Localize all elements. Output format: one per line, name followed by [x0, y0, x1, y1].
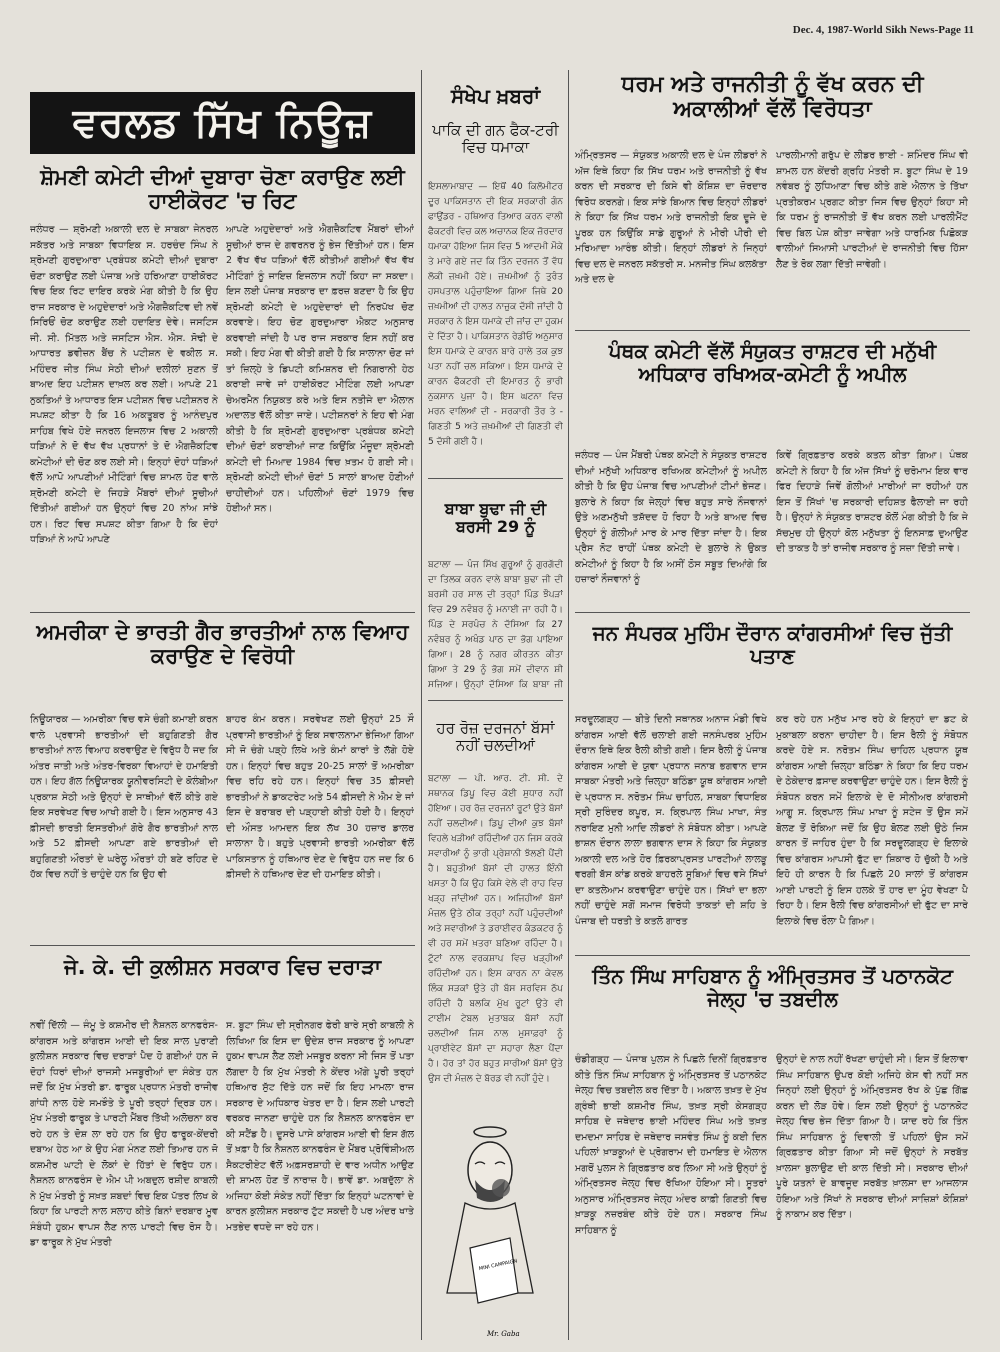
story-nri-col2: ਬਾਹਰ ਕੰਮ ਕਰਨ। ਸਰਵੇਖਣ ਲਈ ਉਨ੍ਹਾਂ 25 ਸੌ ਪ੍ਰਵਾਸੀ ਭਾਰਤੀਆਂ ਨੂੰ ਇਕ ਸਵਾਲਨਾਮਾ ਭੇਜਿਆ ਗਿਆ ਸੀ ਜੋ ਚੰਗੇ ਪੜ੍ਹੇ ਲਿਖੇ ਅਤੇ ਕੰਮਾਂ ਕਾਰਾਂ ਤੇ ਲੱਗੇ ਹੋਏ ਹਨ। ਇਨ੍ਹਾਂ ਵਿਚ ਬਹੁਤ 20-25 ਸਾਲਾਂ ਤੋਂ ਅਮਰੀਕਾ ਵਿਚ ਰਹਿ ਰਹੇ ਹਨ। ਇਨ੍ਹਾਂ ਵਿਚ 35 ਫ਼ੀਸਦੀ ਭਾਰਤੀਆਂ ਨੇ ਡਾਕਟਰੇਟ ਅਤੇ 54 ਫ਼ੀਸਦੀ ਨੇ ਐਮ ਏ ਜਾਂ ਇਸ ਦੇ ਬਰਾਬਰ ਦੀ ਪੜ੍ਹਾਈ ਕੀਤੀ ਹੋਈ ਹੈ। ਇਨ੍ਹਾਂ ਦੀ ਔਸਤ ਆਮਦਨ ਇਕ ਲੱਖ 30 ਹਜ਼ਾਰ ਡਾਲਰ ਸਾਲਾਨਾ ਹੈ। ਬਹੁਤੇ ਪ੍ਰਵਾਸੀ ਭਾਰਤੀ ਅਮਰੀਕਾ ਵੱਲੋਂ ਪਾਕਿਸਤਾਨ ਨੂੰ ਹਥਿਆਰ ਦੇਣ ਦੇ ਵਿਰੁੱਧ ਹਨ ਜਦ ਕਿ 6 ਫ਼ੀਸਦੀ ਨੇ ਹਥਿਆਰ ਦੇਣ ਦੀ ਹਮਾਇਤ ਕੀਤੀ।: [226, 714, 414, 880]
story-nri-col1: ਨਿਊਯਾਰਕ — ਅਮਰੀਕਾ ਵਿਚ ਵਸੇ ਚੰਗੀ ਕਮਾਈ ਕਰਨ ਵਾਲੇ ਪ੍ਰਵਾਸੀ ਭਾਰਤੀਆਂ ਦੀ ਬਹੁਗਿਣਤੀ ਗੈਰ ਭਾਰਤੀਆਂ ਨਾਲ ਵਿਆਹ ਕਰਵਾਉਣ ਦੇ ਵਿਰੁੱਧ ਹੈ ਜਦ ਕਿ ਅੰਤਰ ਜਾਤੀ ਅਤੇ ਅੰਤਰ-ਵਿਰਕਾ ਵਿਆਹਾਂ ਦੇ ਹਮਾਇਤੀ ਹਨ। ਇਹ ਗੱਲ ਨਿਊਯਾਰਕ ਯੂਨੀਵਰਸਿਟੀ ਦੇ ਕੋਲੰਬੀਆ ਪ੍ਰਕਾਸ਼ ਸੇਠੀ ਅਤੇ ਉਨ੍ਹਾਂ ਦੇ ਸਾਥੀਆਂ ਵੱਲੋਂ ਕੀਤੇ ਗਏ ਇਕ ਸਰਵੇਖਣ ਵਿਚ ਆਖੀ ਗਈ ਹੈ। ਇਸ ਅਨੁਸਾਰ 43 ਫ਼ੀਸਦੀ ਭਾਰਤੀ ਇਸਤਰੀਆਂ ਗੋਰੇ ਗੈਰ ਭਾਰਤੀਆਂ ਨਾਲ ਅਤੇ 52 ਫ਼ੀਸਦੀ ਆਪਣਾ ਗਏ ਭਾਰਤੀਆਂ ਦੀ ਬਹੁਗਿਣਤੀ ਔਰਤਾਂ ਦੇ ਘਰੇਲੂ ਔਰਤਾਂ ਹੀ ਬਣੇ ਰਹਿਣ ਦੇ ਹੱਕ ਵਿਚ ਨਹੀਂ ਤੇ ਚਾਹੁੰਦੇ ਹਨ ਕਿ ਉਹ ਵੀ: [30, 714, 218, 880]
story-divider: [575, 612, 970, 613]
cartoon-signature: Mr. Gaba: [487, 1330, 520, 1338]
cartoon-paper-text: MINI CAMPAIGN: [478, 1258, 518, 1273]
story-divider: [428, 478, 563, 479]
headline-jansampark: ਜਨ ਸੰਪਰਕ ਮੁਹਿੰਮ ਦੌਰਾਨ ਕਾਂਗਰਸੀਆਂ ਵਿਚ ਜੁੱਤੀ ਪਤਾਣ: [592, 621, 953, 668]
story-divider: [575, 955, 970, 956]
story-panthak-col2: ਕਿਵੇਂ ਗ੍ਰਿਫ਼ਤਾਰ ਕਰਕੇ ਕਤਲ ਕੀਤਾ ਗਿਆ। ਪੰਥਕ ਕਮੇਟੀ ਨੇ ਕਿਹਾ ਹੈ ਕਿ ਅੱਜ ਸਿੱਖਾਂ ਨੂੰ ਚਰੋਮਾਮ ਇਕ ਵਾਰ ਫਿਰ ਦਿਹਾੜੇ ਜਿਵੇਂ ਗੋਲੀਆਂ ਮਾਰੀਆਂ ਜਾ ਰਹੀਆਂ ਹਨ ਇਸ ਤੋਂ ਸਿੱਖਾਂ 'ਚ ਸਰਕਾਰੀ ਦਹਿਸ਼ਤ ਫੈਲਾਈ ਜਾ ਰਹੀ ਹੈ। ਉਨ੍ਹਾਂ ਨੇ ਸੰਯੁਕਤ ਰਾਸ਼ਟਰ ਕੋਲੋਂ ਮੰਗ ਕੀਤੀ ਹੈ ਕਿ ਜੇ ਸੱਚਮੁਚ ਹੀ ਉਨ੍ਹਾਂ ਕੋਲ ਮਨੁੱਖਤਾ ਨੂੰ ਇਨਸਾਫ਼ ਦੁਆਉਣ ਦੀ ਤਾਕਤ ਹੈ ਤਾਂ ਰਾਜੀਵ ਸਰਕਾਰ ਨੂੰ ਸਜ਼ਾ ਦਿੱਤੀ ਜਾਵੇ।: [776, 450, 968, 554]
story-dharam-col1: ਅੰਮ੍ਰਿਤਸਰ — ਸੰਯੁਕਤ ਅਕਾਲੀ ਦਲ ਦੇ ਪੰਜ ਲੀਡਰਾਂ ਨੇ ਅੱਜ ਇਥੇ ਕਿਹਾ ਕਿ ਸਿੱਖ ਧਰਮ ਅਤੇ ਰਾਜਨੀਤੀ ਨੂੰ ਵੱਖ ਕਰਨ ਦੀ ਸਰਕਾਰ ਦੀ ਕਿਸੇ ਵੀ ਕੋਸ਼ਿਸ਼ ਦਾ ਜ਼ੋਰਦਾਰ ਵਿਰੋਧ ਕਰਨਗੇ। ਇਕ ਸਾਂਝੇ ਬਿਆਨ ਵਿਚ ਇਨ੍ਹਾਂ ਲੀਡਰਾਂ ਨੇ ਕਿਹਾ ਕਿ ਸਿੱਖ ਧਰਮ ਅਤੇ ਰਾਜਨੀਤੀ ਇਕ ਦੂਜੇ ਦੇ ਪੂਰਕ ਹਨ ਕਿਉਂਕਿ ਸਾਡੇ ਗੁਰੂਆਂ ਨੇ ਮੀਰੀ ਪੀਰੀ ਦੀ ਮਰਿਆਦਾ ਆਰੰਭ ਕੀਤੀ। ਇਨ੍ਹਾਂ ਲੀਡਰਾਂ ਨੇ ਜਿਨ੍ਹਾਂ ਵਿਚ ਦਲ ਦੇ ਜਨਰਲ ਸਕੱਤਰੀ ਸ. ਮਨਜੀਤ ਸਿੰਘ ਕਲਕੱਤਾ ਅਤੇ ਦਲ ਦੇ: [575, 150, 767, 285]
story-sgpc-col1: ਜਲੰਧਰ — ਸ਼੍ਰੋਮਣੀ ਅਕਾਲੀ ਦਲ ਦੇ ਸਾਬਕਾ ਜੇਨਰਲ ਸਕੱਤਰ ਅਤੇ ਸਾਬਕਾ ਵਿਧਾਇਕ ਸ. ਹਰਚੰਦ ਸਿੰਘ ਨੇ ਸ਼੍ਰੋਮਣੀ ਗੁਰਦੁਆਰਾ ਪ੍ਰਬੰਧਕ ਕਮੇਟੀ ਦੀਆਂ ਦੁਬਾਰਾ ਚੋਣਾ ਕਰਾਉਣ ਲਈ ਪੰਜਾਬ ਅਤੇ ਹਰਿਆਣਾ ਹਾਈਕੋਰਟ ਵਿਚ ਇਕ ਰਿਟ ਦਾਇਰ ਕਰਕੇ ਮੰਗ ਕੀਤੀ ਹੈ ਕਿ ਉਹ ਰਾਜ ਸਰਕਾਰ ਦੇ ਅਹੁਦੇਦਾਰਾਂ ਅਤੇ ਐਗਜ਼ੈਕਟਿਵ ਦੀ ਨਵੇਂ ਸਿਰਿਓਂ ਚੋਣ ਕਰਾਉਣ ਲਈ ਹਦਾਇਤ ਦੇਵੇ। ਜਸਟਿਸ ਜੀ. ਸੀ. ਮਿੱਤਲ ਅਤੇ ਜਸਟਿਸ ਐਸ. ਐਸ. ਸੋਢੀ ਦੇ ਆਧਾਰਤ ਡਵੀਜ਼ਨ ਬੈਂਚ ਨੇ ਪਟੀਸ਼ਨ ਦੇ ਵਕੀਲ ਸ. ਮਹਿੰਦਰ ਜੀਤ ਸਿੰਘ ਸੇਠੀ ਦੀਆਂ ਦਲੀਲਾਂ ਸੁਣਨ ਤੋਂ ਬਾਅਦ ਇਹ ਪਟੀਸ਼ਨ ਦਾਖ਼ਲ ਕਰ ਲਈ। ਆਪਣੇ 21 ਨੁਕਤਿਆਂ ਤੇ ਆਧਾਰਤ ਇਸ ਪਟੀਸ਼ਨ ਵਿਚ ਪਟੀਸ਼ਨਰ ਨੇ ਸਪਸ਼ਟ ਕੀਤਾ ਹੈ ਕਿ 16 ਅਕਤੂਬਰ ਨੂੰ ਆਨੰਦਪੁਰ ਸਾਹਿਬ ਵਿਖੇ ਹੋਏ ਜਨਰਲ ਇਜਲਾਸ ਵਿਚ 2 ਅਕਾਲੀ ਧੜਿਆਂ ਨੇ ਦੋ ਵੱਖ ਵੱਖ ਪ੍ਰਧਾਨਾਂ ਤੇ ਦੋ ਐਗਜ਼ੈਕਟਿਵ ਕਮੇਟੀਆਂ ਦੀ ਚੋਣ ਕਰ ਲਈ ਸੀ। ਇਨ੍ਹਾਂ ਦੋਹਾਂ ਧੜਿਆਂ ਵੱਲੋਂ ਆਪੋ ਆਪਣੀਆਂ ਮੀਟਿੰਗਾਂ ਵਿਚ ਸ਼ਾਮਲ ਹੋਣ ਵਾਲੇ ਸ਼੍ਰੋਮਣੀ ਕਮੇਟੀ ਦੇ ਜਿਹੜੇ ਮੈਂਬਰਾਂ ਦੀਆਂ ਸੂਚੀਆਂ ਦਿੱਤੀਆਂ ਗਈਆਂ ਹਨ ਉਨ੍ਹਾਂ ਵਿਚ 20 ਨਾਂਅ ਸਾਂਝੇ ਹਨ। ਰਿਟ ਵਿਚ ਸਪਸ਼ਟ ਕੀਤਾ ਗਿਆ ਹੈ ਕਿ ਦੋਹਾਂ ਧੜਿਆਂ ਨੇ ਆਪੋ ਆਪਣੇ: [30, 224, 218, 545]
story-sgpc-col2: ਆਪਣੇ ਅਹੁਦੇਦਾਰਾਂ ਅਤੇ ਐਗਜ਼ੈਕਟਿਵ ਮੈਂਬਰਾਂ ਦੀਆਂ ਸੂਚੀਆਂ ਰਾਜ ਦੇ ਗਵਰਨਰ ਨੂੰ ਭੇਜ ਦਿੱਤੀਆਂ ਹਨ। ਇਸ 2 ਵੱਖ ਵੱਖ ਧੜਿਆਂ ਵੱਲੋਂ ਕੀਤੀਆਂ ਗਈਆਂ ਵੱਖ ਵੱਖ ਮੀਟਿੰਗਾਂ ਨੂੰ ਜਾਇਜ਼ ਇਜਲਾਸ ਨਹੀਂ ਕਿਹਾ ਜਾ ਸਕਦਾ। ਇਸ ਲਈ ਪੰਜਾਬ ਸਰਕਾਰ ਦਾ ਫ਼ਰਜ਼ ਬਣਦਾ ਹੈ ਕਿ ਉਹ ਸ਼੍ਰੋਮਣੀ ਕਮੇਟੀ ਦੇ ਅਹੁਦੇਦਾਰਾਂ ਦੀ ਨਿਰਪੱਖ ਚੋਣ ਕਰਵਾਏ। ਇਹ ਚੋਣ ਗੁਰਦੁਆਰਾ ਐਕਟ ਅਨੁਸਾਰ ਕਰਵਾਈ ਜਾਂਦੀ ਹੈ ਪਰ ਰਾਜ ਸਰਕਾਰ ਇਸ ਨਹੀਂ ਕਰ ਸਕੀ। ਇਹ ਮੰਗ ਵੀ ਕੀਤੀ ਗਈ ਹੈ ਕਿ ਸਾਲਾਨਾ ਚੋਣ ਜਾਂ ਤਾਂ ਜ਼ਿਲ੍ਹੇ ਤੇ ਡਿਪਟੀ ਕਮਿਸ਼ਨਰ ਦੀ ਨਿਗਰਾਨੀ ਹੇਠ ਕਰਾਈ ਜਾਵੇ ਜਾਂ ਹਾਈਕੋਰਟ ਮੀਟਿੰਗ ਲਈ ਆਪਣਾ ਚੇਅਰਮੈਨ ਨਿਯੁਕਤ ਕਰੇ ਅਤੇ ਇਸ ਨਤੀਜੇ ਦਾ ਐਲਾਨ ਅਦਾਲਤ ਵੱਲੋਂ ਕੀਤਾ ਜਾਏ। ਪਟੀਸ਼ਨਰਾਂ ਨੇ ਇਹ ਵੀ ਮੰਗ ਕੀਤੀ ਹੈ ਕਿ ਸ਼੍ਰੋਮਣੀ ਗੁਰਦੁਆਰਾ ਪ੍ਰਬੰਧਕ ਕਮੇਟੀ ਦੀਆਂ ਚੋਣਾਂ ਕਰਾਈਆਂ ਜਾਣ ਕਿਉਂਕਿ ਮੌਜੂਦਾ ਸ਼੍ਰੋਮਣੀ ਕਮੇਟੀ ਦੀ ਮਿਆਦ 1984 ਵਿਚ ਖ਼ਤਮ ਹੋ ਗਈ ਸੀ। ਸ਼੍ਰੋਮਣੀ ਕਮੇਟੀ ਦੀਆਂ ਚੋਣਾਂ 5 ਸਾਲਾਂ ਬਾਅਦ ਹੋਣੀਆਂ ਚਾਹੀਦੀਆਂ ਹਨ। ਪਹਿਲੀਆਂ ਚੋਣਾਂ 1979 ਵਿਚ ਹੋਈਆਂ ਸਨ।: [226, 224, 414, 514]
headline-briefs: ਸੰਖੇਪ ਖ਼ਬਰਾਂ: [450, 84, 541, 108]
headline-nri: ਅਮਰੀਕਾ ਦੇ ਭਾਰਤੀ ਗੈਰ ਭਾਰਤੀਆਂ ਨਾਲ ਵਿਆਹ ਕਰਾਉਣ ਦੇ ਵਿਰੋਧੀ: [36, 620, 409, 669]
story-singh-col2: ਉਨ੍ਹਾਂ ਦੇ ਨਾਲ ਨਹੀਂ ਰੱਖਣਾ ਚਾਹੁੰਦੀ ਸੀ। ਇਸ ਤੋਂ ਇਲਾਵਾ ਸਿੰਘ ਸਾਹਿਬਾਨ ਉਪਰ ਕੋਈ ਅਜਿਹੇ ਕੇਸ ਵੀ ਨਹੀਂ ਸਨ ਜਿਨ੍ਹਾਂ ਲਈ ਉਨ੍ਹਾਂ ਨੂੰ ਅੰਮ੍ਰਿਤਸਰ ਰੱਖ ਕੇ ਪੁੱਛ ਗਿੱਛ ਕਰਨ ਦੀ ਲੋੜ ਹੋਵੇ। ਇਸ ਲਈ ਉਨ੍ਹਾਂ ਨੂੰ ਪਠਾਨਕੋਟ ਜੇਲ੍ਹ ਵਿਚ ਭੇਜ ਦਿੱਤਾ ਗਿਆ ਹੈ। ਯਾਦ ਰਹੇ ਕਿ ਤਿੰਨ ਸਿੰਘ ਸਾਹਿਬਾਨ ਨੂੰ ਦਿਵਾਲੀ ਤੋਂ ਪਹਿਲਾਂ ਉਸ ਸਮੇਂ ਗ੍ਰਿਫ਼ਤਾਰ ਕੀਤਾ ਗਿਆ ਸੀ ਜਦੋਂ ਉਨ੍ਹਾਂ ਨੇ ਸਰਬੱਤ ਖ਼ਾਲਸਾ ਬੁਲਾਉਣ ਦੀ ਕਾਲ ਦਿੱਤੀ ਸੀ। ਸਰਕਾਰ ਦੀਆਂ ਪੂਰੇ ਯਤਨਾਂ ਦੇ ਬਾਵਜੂਦ ਸਰਬੱਤ ਖ਼ਾਲਸਾ ਦਾ ਆਜਲਾਸ ਹੋਇਆ ਅਤੇ ਸਿੱਖਾਂ ਨੇ ਸਰਕਾਰ ਦੀਆਂ ਸਾਜ਼ਿਸ਼ਾਂ ਕੋਸ਼ਿਸ਼ਾਂ ਨੂੰ ਨਾਕਾਮ ਕਰ ਦਿੱਤਾ।: [776, 1054, 968, 1220]
headline-dharam: ਧਰਮ ਅਤੇ ਰਾਜਨੀਤੀ ਨੂੰ ਵੱਖ ਕਰਨ ਦੀ ਅਕਾਲੀਆਂ ਵੱਲੋਂ ਵਿਰੋਧਤਾ: [621, 72, 924, 123]
story-baba: ਬਟਾਲਾ — ਪੰਜ ਸਿੱਖ ਗੁਰੂਆਂ ਨੂੰ ਗੁਰਗੱਦੀ ਦਾ ਤਿਲਕ ਕਰਨ ਵਾਲੇ ਬਾਬਾ ਬੁਢਾ ਜੀ ਦੀ ਬਰਸੀ ਹਰ ਸਾਲ ਦੀ ਤਰ੍ਹਾਂ ਪਿੰਡ ਝੌਪੜਾਂ ਵਿਚ 29 ਨਵੰਬਰ ਨੂੰ ਮਨਾਈ ਜਾ ਰਹੀ ਹੈ। ਪਿੰਡ ਦੇ ਸਰਪੰਚ ਨੇ ਦੱਸਿਆ ਕਿ 27 ਨਵੰਬਰ ਨੂੰ ਅਖੰਡ ਪਾਠ ਦਾ ਭੋਗ ਪਾਇਆ ਗਿਆ। 28 ਨੂੰ ਨਗਰ ਕੀਰਤਨ ਕੀਤਾ ਗਿਆ ਤੇ 29 ਨੂੰ ਭੋਗ ਸਮੇਂ ਦੀਵਾਨ ਸ਼ੀ ਸਜਿਆ। ਉਨ੍ਹਾਂ ਦੱਸਿਆ ਕਿ ਬਾਬਾ ਜੀ: [428, 560, 563, 690]
subheadline-briefs: ਪਾਕਿ ਦੀ ਗਨ ਫੈਕ-ਟਰੀ ਵਿਚ ਧਮਾਕਾ: [432, 121, 559, 157]
headline-buses: ਹਰ ਰੋਜ਼ ਦਰਜਨਾਂ ਬੱਸਾਂ ਨਹੀਂ ਚਲਦੀਆਂ: [436, 719, 555, 755]
story-jk-col1: ਨਵੀਂ ਦਿੱਲੀ — ਜੰਮੂ ਤੇ ਕਸ਼ਮੀਰ ਦੀ ਨੈਸ਼ਨਲ ਕਾਨਫਰੰਸ-ਕਾਂਗਰਸ ਅਤੇ ਕਾਂਗਰਸ ਆਈ ਦੀ ਇਕ ਸਾਲ ਪੁਰਾਣੀ ਕੁਲੀਸ਼ਨ ਸਰਕਾਰ ਵਿਚ ਦਰਾੜਾਂ ਪੈਦ ਹੋ ਗਈਆਂ ਹਨ ਜੋ ਦੋਹਾਂ ਧਿਰਾਂ ਦੀਆਂ ਰਾਜਸੀ ਮਜਬੂਰੀਆਂ ਦਾ ਸੰਕੇਤ ਹਨ ਜਦੋਂ ਕਿ ਮੁੱਖ ਮੰਤਰੀ ਡਾ. ਫਾਰੂਕ ਪ੍ਰਧਾਨ ਮੰਤਰੀ ਰਾਜੀਵ ਗਾਂਧੀ ਨਾਲ ਹੋਏ ਸਮਝੌਤੇ ਤੇ ਪੂਰੀ ਤਰ੍ਹਾਂ ਦ੍ਰਿੜ ਹਨ। ਮੁੱਖ ਮੰਤਰੀ ਫਾਰੂਕ ਤੇ ਪਾਰਟੀ ਮੈਂਬਰ ਤਿੱਖੀ ਅਲੋਚਨਾ ਕਰ ਰਹੇ ਹਨ ਤੇ ਦੋਸ਼ ਲਾ ਰਹੇ ਹਨ ਕਿ ਉਹ ਫਾਰੂਕ-ਕੇਂਦਰੀ ਦਬਾਅ ਹੇਠ ਆ ਕੇ ਉਹ ਮੰਗ ਮੰਨਣ ਲਈ ਤਿਆਰ ਹਨ ਜੋ ਕਸ਼ਮੀਰ ਘਾਟੀ ਦੇ ਲੋਕਾਂ ਦੇ ਹਿੱਤਾਂ ਦੇ ਵਿਰੁੱਧ ਹਨ। ਨੈਸ਼ਨਲ ਕਾਨਫਰੰਸ ਦੇ ਐਮ ਪੀ ਅਬਦੁਲ ਰਸ਼ੀਦ ਕਾਬਲੀ ਨੇ ਮੁੱਖ ਮੰਤਰੀ ਨੂੰ ਸਖ਼ਤ ਸ਼ਬਦਾਂ ਵਿਚ ਇਕ ਪੱਤਰ ਲਿਖ ਕੇ ਕਿਹਾ ਕਿ ਪਾਰਟੀ ਨਾਲ ਸਲਾਹ ਕੀਤੇ ਬਿਨਾਂ ਦਰਬਾਰ ਮੂਵ ਸੰਬੰਧੀ ਹੁਕਮ ਵਾਪਸ ਲੈਣ ਨਾਲ ਪਾਰਟੀ ਵਿਚ ਰੋਸ ਹੈ। ਡਾ ਫਾਰੂਕ ਨੇ ਮੁੱਖ ਮੰਤਰੀ: [30, 1020, 218, 1248]
masthead: ਵਰਲਡ ਸਿੱਖ ਨਿਊਜ਼: [30, 92, 415, 154]
headline-singh: ਤਿੰਨ ਸਿੰਘ ਸਾਹਿਬਾਨ ਨੂੰ ਅੰਮ੍ਰਿਤਸਰ ਤੋਂ ਪਠਾਨਕੋਟ ਜੇਲ੍ਹ 'ਚ ਤਬਦੀਲ: [592, 964, 953, 1011]
page-folio: Dec. 4, 1987-World Sikh News-Page 11: [792, 24, 974, 36]
headline-sgpc: ਸ਼ੋਮਣੀ ਕਮੇਟੀ ਦੀਆਂ ਦੁਬਾਰਾ ਚੋਣਾ ਕਰਾਉਣ ਲਈ ਹਾਈਕੋਰਟ 'ਚ ਰਿਟ: [40, 165, 405, 214]
story-divider: [428, 700, 563, 701]
headline-baba: ਬਾਬਾ ਬੁਢਾ ਜੀ ਦੀ ਬਰਸੀ 29 ਨੂੰ: [444, 499, 547, 537]
story-jansampark-col1: ਸਰਦੂਲਗੜ੍ਹ — ਬੀਤੇ ਦਿਨੀ ਸਥਾਨਕ ਅਨਾਜ ਮੰਡੀ ਵਿਖੇ ਕਾਂਗਰਸ ਆਈ ਵੱਲੋਂ ਚਲਾਈ ਗਈ ਜਨਸੰਪਰਕ ਮੁਹਿੰਮ ਦੌਰਾਨ ਇਥੇ ਇਕ ਰੈਲੀ ਕੀਤੀ ਗਈ। ਇਸ ਰੈਲੀ ਨੂੰ ਪੰਜਾਬ ਕਾਂਗਰਸ ਆਈ ਦੇ ਯੁਵਾ ਪ੍ਰਧਾਨ ਜਨਾਬ ਭਗਵਾਨ ਦਾਸ ਸਾਬਕਾ ਮੰਤਰੀ ਅਤੇ ਜ਼ਿਲ੍ਹਾ ਬਠਿੰਡਾ ਯੂਥ ਕਾਂਗਰਸ ਆਈ ਦੇ ਪ੍ਰਧਾਨ ਸ. ਨਰੋਤਮ ਸਿੰਘ ਚਾਹਿਲ, ਸਾਬਕਾ ਵਿਧਾਇਕ ਸ੍ਰੀ ਸੁਰਿੰਦਰ ਕਪੂਰ, ਸ. ਕ੍ਰਿਪਾਲ ਸਿੰਘ ਮਾਖਾ, ਸੰਤ ਨਰਾਇਣ ਮੁਨੀ ਆਦਿ ਲੀਡਰਾਂ ਨੇ ਸੰਬੋਧਨ ਕੀਤਾ। ਆਪਣੇ ਭਾਸ਼ਨ ਦੌਰਾਨ ਲਾਲਾ ਭਗਵਾਨ ਦਾਸ ਨੇ ਕਿਹਾ ਕਿ ਸੰਯੁਕਤ ਅਕਾਲੀ ਦਲ ਅਤੇ ਹੋਰ ਫ਼ਿਰਕਾਪ੍ਰਸਤ ਪਾਰਟੀਆਂ ਲਾਲੜੂ ਵਰਗੀ ਬੱਸ ਕਾਂਡ ਕਰਕੇ ਬਾਹਰਲੇ ਸੂਬਿਆਂ ਵਿਚ ਵਸੇ ਸਿੱਖਾਂ ਦਾ ਕਤਲੇਆਮ ਕਰਵਾਉਣਾ ਚਾਹੁੰਦੇ ਹਨ। ਸਿੱਖਾਂ ਦਾ ਭਲਾ ਨਹੀਂ ਚਾਹੁੰਦੇ ਸਗੋਂ ਸਮਾਜ ਵਿਰੋਧੀ ਤਾਕਤਾਂ ਦੀ ਸ਼ਹਿ ਤੇ ਪੰਜਾਬ ਦੀ ਧਰਤੀ ਤੇ ਕਤਲੋ ਗਾਰਤ: [575, 714, 767, 927]
headline-panthak: ਪੰਥਕ ਕਮੇਟੀ ਵੱਲੋਂ ਸੰਯੁਕਤ ਰਾਸ਼ਟਰ ਦੀ ਮਨੁੱਖੀ ਅਧਿਕਾਰ ਰਖਿਅਕ-ਕਮੇਟੀ ਨੂੰ ਅਪੀਲ: [608, 339, 937, 386]
story-buses: ਬਟਾਲਾ — ਪੀ. ਆਰ. ਟੀ. ਸੀ. ਦੇ ਸਥਾਨਕ ਡਿਪੂ ਵਿਚ ਕੋਈ ਸੁਧਾਰ ਨਹੀਂ ਹੋਇਆ। ਹਰ ਰੋਜ਼ ਦਰਜਨਾਂ ਰੂਟਾਂ ਉਤੇ ਬੱਸਾਂ ਨਹੀਂ ਚਲਦੀਆਂ। ਡਿਪੂ ਦੀਆਂ ਕੁਝ ਬੱਸਾਂ ਵਿਹਲੇ ਖੜੀਆਂ ਰਹਿੰਦੀਆਂ ਹਨ ਜਿਸ ਕਰਕੇ ਸਵਾਰੀਆਂ ਨੂੰ ਭਾਰੀ ਪ੍ਰੇਸ਼ਾਨੀ ਝੱਲਣੀ ਪੈਂਦੀ ਹੈ। ਬਹੁਤੀਆਂ ਬੱਸਾਂ ਦੀ ਹਾਲਤ ਇੰਨੀ ਖਸਤਾ ਹੈ ਕਿ ਉਹ ਕਿਸੇ ਵੇਲੇ ਵੀ ਰਾਹ ਵਿਚ ਖੜ੍ਹ ਜਾਂਦੀਆਂ ਹਨ। ਅਜਿਹੀਆਂ ਬੱਸਾਂ ਮੰਜ਼ਲ ਉਤੇ ਠੀਕ ਤਰ੍ਹਾਂ ਨਹੀਂ ਪਹੁੰਚਦੀਆਂ ਅਤੇ ਸਵਾਰੀਆਂ ਤੇ ਡਰਾਈਵਰ ਕੰਡਕਟਰ ਨੂੰ ਵੀ ਹਰ ਸਮੇਂ ਖ਼ਤਰਾ ਬਣਿਆ ਰਹਿੰਦਾ ਹੈ। ਟੁੱਟਾਂ ਨਾਲ ਵਰਕਸ਼ਾਪ ਵਿਚ ਖੜ੍ਹੀਆਂ ਰਹਿੰਦੀਆਂ ਹਨ। ਇਸ ਕਾਰਨ ਨਾ ਕੇਵਲ ਲਿੰਕ ਸੜਕਾਂ ਉਤੇ ਹੀ ਬੱਸ ਸਰਵਿਸ ਠੱਪ ਰਹਿੰਦੀ ਹੈ ਬਲਕਿ ਮੁੱਖ ਰੂਟਾਂ ਉਤੇ ਵੀ ਟਾਈਮ ਟੇਬਲ ਮੁਤਾਬਕ ਬੱਸਾਂ ਨਹੀਂ ਚਲਦੀਆਂ ਜਿਸ ਨਾਲ ਮੁਸਾਫ਼ਰਾਂ ਨੂੰ ਪ੍ਰਾਈਵੇਟ ਬੱਸਾਂ ਦਾ ਸਹਾਰਾ ਲੈਣਾ ਪੈਂਦਾ ਹੈ। ਹੋਰ ਤਾਂ ਹੋਰ ਬਹੁਤ ਸਾਰੀਆਂ ਬੱਸਾਂ ਉਤੇ ਉਸ ਦੀ ਮੰਜ਼ਲ ਦੇ ਬੋਰਡ ਵੀ ਨਹੀਂ ਹੁੰਦੇ।: [428, 774, 563, 1084]
story-jansampark-col2: ਕਰ ਰਹੇ ਹਨ ਮਨੁੱਖ ਮਾਰ ਰਹੇ ਕੇ ਇਨ੍ਹਾਂ ਦਾ ਡਟ ਕੇ ਮੁਕਾਬਲਾ ਕਰਨਾ ਚਾਹੀਦਾ ਹੈ। ਇਸ ਰੈਲੀ ਨੂੰ ਸੰਬੋਧਨ ਕਰਦੇ ਹੋਏ ਸ. ਨਰੋਤਮ ਸਿੰਘ ਚਾਹਿਲ ਪ੍ਰਧਾਨ ਯੂਥ ਕਾਂਗਰਸ ਆਈ ਜ਼ਿਲ੍ਹਾ ਬਠਿੰਡਾ ਨੇ ਕਿਹਾ ਕਿ ਇਹ ਧਰਮ ਦੇ ਠੇਕੇਦਾਰ ਫ਼ਸਾਦ ਕਰਵਾਉਣਾ ਚਾਹੁੰਦੇ ਹਨ। ਇਸ ਰੈਲੀ ਨੂੰ ਸੰਬੋਧਨ ਕਰਨ ਸਮੇਂ ਇਲਾਕੇ ਦੇ ਦੋ ਸੀਨੀਅਰ ਕਾਂਗਰਸੀ ਆਗੂ ਸ. ਕ੍ਰਿਪਾਲ ਸਿੰਘ ਮਾਖਾ ਨੂੰ ਸਟੇਜ ਤੋਂ ਉਸ ਸਮੇਂ ਬੋਲਣ ਤੋਂ ਰੋਕਿਆ ਜਦੋਂ ਕਿ ਉਹ ਬੋਲਣ ਲਈ ਉਠੇ ਜਿਸ ਕਾਰਨ ਤੋਂ ਜਾਹਿਰ ਹੁੰਦਾ ਹੈ ਕਿ ਸਰਦੂਲਗੜ੍ਹ ਦੇ ਇਲਾਕੇ ਵਿਚ ਕਾਂਗਰਸ ਆਪਸੀ ਫੁੱਟ ਦਾ ਸ਼ਿਕਾਰ ਹੋ ਚੁੱਕੀ ਹੈ ਅਤੇ ਇਹੋ ਹੀ ਕਾਰਨ ਹੈ ਕਿ ਪਿਛਲੇ 20 ਸਾਲਾਂ ਤੋਂ ਕਾਂਗਰਸ ਆਈ ਪਾਰਟੀ ਨੂੰ ਇਸ ਹਲਕੇ ਤੋਂ ਹਾਰ ਦਾ ਮੂੰਹ ਵੇਖਣਾ ਪੈ ਰਿਹਾ ਹੈ। ਇਸ ਰੈਲੀ ਵਿਚ ਕਾਂਗਰਸੀਆਂ ਦੀ ਫੁੱਟ ਦਾ ਸਾਰੇ ਇਲਾਕੇ ਵਿਚ ਰੌਲਾ ਪੈ ਗਿਆ।: [776, 714, 968, 927]
story-dharam-col2: ਪਾਰਲੀਮਾਨੀ ਗਰੁੱਪ ਦੇ ਲੀਡਰ ਭਾਈ - ਸ਼ਮਿੰਦਰ ਸਿੰਘ ਵੀ ਸ਼ਾਮਲ ਹਨ ਕੇਂਦਰੀ ਗ੍ਰਹਿ ਮੰਤਰੀ ਸ. ਬੂਟਾ ਸਿੰਘ ਦੇ 19 ਨਵੰਬਰ ਨੂੰ ਲੁਧਿਆਣਾ ਵਿਚ ਕੀਤੇ ਗਏ ਐਲਾਨ ਤੇ ਤਿੱਖਾ ਪ੍ਰਤੀਕਰਮ ਪ੍ਰਗਟ ਕੀਤਾ ਜਿਸ ਵਿਚ ਉਨ੍ਹਾਂ ਕਿਹਾ ਸੀ ਕਿ ਧਰਮ ਨੂੰ ਰਾਜਨੀਤੀ ਤੋਂ ਵੱਖ ਕਰਨ ਲਈ ਪਾਰਲੀਮੈਂਟ ਵਿਚ ਬਿਲ ਪੇਸ਼ ਕੀਤਾ ਜਾਵੇਗਾ ਅਤੇ ਧਾਰਮਿਕ ਪਿਛੋਕੜ ਵਾਲੀਆਂ ਸਿਆਸੀ ਪਾਰਟੀਆਂ ਦੇ ਰਾਜਨੀਤੀ ਵਿਚ ਹਿੱਸਾ ਲੈਣ ਤੇ ਰੋਕ ਲਗਾ ਦਿੱਤੀ ਜਾਵੇਗੀ।: [776, 150, 968, 270]
headline-jk: ਜੇ. ਕੇ. ਦੀ ਕੁਲੀਸ਼ਨ ਸਰਕਾਰ ਵਿਚ ਦਰਾੜਾ: [63, 955, 382, 979]
story-divider: [575, 330, 970, 331]
story-singh-col1: ਚੰਡੀਗੜ੍ਹ — ਪੰਜਾਬ ਪੁਲਸ ਨੇ ਪਿਛਲੇ ਦਿਨੀਂ ਗ੍ਰਿਫ਼ਤਾਰ ਕੀਤੇ ਤਿੰਨ ਸਿੰਘ ਸਾਹਿਬਾਨ ਨੂੰ ਅੰਮ੍ਰਿਤਸਰ ਤੋਂ ਪਠਾਨਕੋਟ ਜੇਲ੍ਹ ਵਿਚ ਤਬਦੀਲ ਕਰ ਦਿੱਤਾ ਹੈ। ਅਕਾਲ ਤਖ਼ਤ ਦੇ ਮੁੱਖ ਗ੍ਰੰਥੀ ਭਾਈ ਕਸ਼ਮੀਰ ਸਿੰਘ, ਤਖ਼ਤ ਸ੍ਰੀ ਕੇਸਗੜ੍ਹ ਸਾਹਿਬ ਦੇ ਜਥੇਦਾਰ ਭਾਈ ਮਹਿੰਦਰ ਸਿੰਘ ਅਤੇ ਤਖ਼ਤ ਦਮਦਮਾ ਸਾਹਿਬ ਦੇ ਜਥੇਦਾਰ ਜਸਵੰਤ ਸਿੰਘ ਨੂੰ ਕਈ ਦਿਨ ਪਹਿਲਾਂ ਖ਼ਾੜਕੂਆਂ ਦੇ ਪ੍ਰੋਗਰਾਮ ਦੀ ਹਮਾਇਤ ਦੇ ਐਲਾਨ ਮਗਰੋਂ ਪੁਲਸ ਨੇ ਗ੍ਰਿਫ਼ਤਾਰ ਕਰ ਲਿਆ ਸੀ ਅਤੇ ਉਨ੍ਹਾਂ ਨੂੰ ਅੰਮ੍ਰਿਤਸਰ ਜੇਲ੍ਹ ਵਿਚ ਰੱਖਿਆ ਹੋਇਆ ਸੀ। ਸੂਤਰਾਂ ਅਨੁਸਾਰ ਅੰਮ੍ਰਿਤਸਰ ਜੇਲ੍ਹ ਅੰਦਰ ਕਾਫ਼ੀ ਗਿਣਤੀ ਵਿਚ ਖ਼ਾੜਕੂ ਨਜ਼ਰਬੰਦ ਕੀਤੇ ਹੋਏ ਹਨ। ਸਰਕਾਰ ਸਿੰਘ ਸਾਹਿਬਾਨ ਨੂੰ: [575, 1054, 767, 1236]
halo-icon: [474, 1127, 506, 1137]
cartoon-illustration: [435, 1118, 545, 1343]
story-divider: [30, 945, 415, 946]
column-rule-right: [568, 70, 569, 1340]
story-briefs: ਇਸਲਾਮਾਬਾਦ — ਇਥੋਂ 40 ਕਿਲੋਮੀਟਰ ਦੂਰ ਪਾਕਿਸਤਾਨ ਦੀ ਇਕ ਸਰਕਾਰੀ ਗੰਨ ਫਾਉਂਡਰ - ਹਥਿਆਰ ਤਿਆਰ ਕਰਨ ਵਾਲੀ ਫੈਕਟਰੀ ਵਿਚ ਕਲ ਅਚਾਨਕ ਇਕ ਜ਼ੋਰਦਾਰ ਧਮਾਕਾ ਹੋਇਆ ਜਿਸ ਵਿਚ 5 ਆਦਮੀ ਮੌਕੇ ਤੇ ਮਾਰੇ ਗਏ ਜਦ ਕਿ ਤਿੰਨ ਦਰਜਨ ਤੋਂ ਵੱਧ ਲੋਕੀ ਜ਼ਖ਼ਮੀ ਹੋਏ। ਜ਼ਖ਼ਮੀਆਂ ਨੂੰ ਤੁਰੰਤ ਹਸਪਤਾਲ ਪਹੁੰਚਾਇਆ ਗਿਆ ਜਿਥੇ 20 ਜ਼ਖ਼ਮੀਆਂ ਦੀ ਹਾਲਤ ਨਾਜ਼ੁਕ ਦੱਸੀ ਜਾਂਦੀ ਹੈ ਸਰਕਾਰ ਨੇ ਇਸ ਧਮਾਕੇ ਦੀ ਜਾਂਚ ਦਾ ਹੁਕਮ ਦੇ ਦਿੱਤਾ ਹੈ। ਪਾਕਿਸਤਾਨ ਰੇਡੀਓ ਅਨੁਸਾਰ ਇਸ ਧਮਾਕੇ ਦੇ ਕਾਰਨ ਬਾਰੇ ਹਾਲੇ ਤਕ ਕੁਝ ਪਤਾ ਨਹੀਂ ਚਲ ਸਕਿਆ। ਇਸ ਧਮਾਕੇ ਦੇ ਕਾਰਨ ਫੈਕਟਰੀ ਦੀ ਇਮਾਰਤ ਨੂੰ ਭਾਰੀ ਨੁਕਸਾਨ ਪੁਜਾ ਹੈ। ਇਸ ਘਟਨਾ ਵਿਚ ਮਰਨ ਵਾਲਿਆਂ ਦੀ - ਸਰਕਾਰੀ ਤੌਰ ਤੇ - ਗਿਣਤੀ 5 ਅਤੇ ਜ਼ਖ਼ਮੀਆਂ ਦੀ ਗਿਣਤੀ ਵੀ 5 ਦੱਸੀ ਗਈ ਹੈ।: [428, 182, 563, 447]
story-divider: [30, 612, 415, 613]
story-jk-col2: ਸ. ਬੂਟਾ ਸਿੰਘ ਦੀ ਸ੍ਰੀਨਗਰ ਫੇਰੀ ਬਾਰੇ ਸ੍ਰੀ ਕਾਬਲੀ ਨੇ ਲਿਖਿਆ ਕਿ ਇਸ ਦਾ ਉਦੇਸ਼ ਰਾਜ ਸਰਕਾਰ ਨੂੰ ਆਪਣਾ ਹੁਕਮ ਵਾਪਸ ਲੈਣ ਲਈ ਮਜਬੂਰ ਕਰਨਾ ਸੀ ਜਿਸ ਤੋਂ ਪਤਾ ਲੱਗਦਾ ਹੈ ਕਿ ਮੁੱਖ ਮੰਤਰੀ ਨੇ ਕੇਂਦਰ ਅੱਗੇ ਪੂਰੀ ਤਰ੍ਹਾਂ ਹਥਿਆਰ ਸੁੱਟ ਦਿੱਤੇ ਹਨ ਜਦੋਂ ਕਿ ਇਹ ਮਾਮਲਾ ਰਾਜ ਸਰਕਾਰ ਦੇ ਅਧਿਕਾਰ ਖੇਤਰ ਦਾ ਹੈ। ਇਸ ਲਈ ਪਾਰਟੀ ਵਰਕਰ ਜਾਨਣਾ ਚਾਹੁੰਦੇ ਹਨ ਕਿ ਨੈਸ਼ਨਲ ਕਾਨਫਰੰਸ ਦਾ ਕੀ ਸਟੈਂਡ ਹੈ। ਦੂਸਰੇ ਪਾਸੇ ਕਾਂਗਰਸ ਆਈ ਵੀ ਇਸ ਗੱਲ ਤੋਂ ਖ਼ਫ਼ਾ ਹੈ ਕਿ ਨੈਸ਼ਨਲ ਕਾਨਫਰੰਸ ਦੇ ਮੈਂਬਰ ਪ੍ਰੋਵਿੰਸ਼ੀਅਲ ਸੈਕਟਰੀਏਟ ਵੱਲੋਂ ਅਫ਼ਸਰਸ਼ਾਹੀ ਦੇ ਵਾਰ ਅਧੀਨ ਆਉਣ ਦੀ ਸ਼ਾਮਲ ਹੋਣ ਤੋਂ ਨਾਰਾਜ਼ ਹੈ। ਭਾਵੇਂ ਡਾ. ਅਬਦੁੱਲਾ ਨੇ ਅਜਿਹਾ ਕੋਈ ਸੰਕੇਤ ਨਹੀਂ ਦਿੱਤਾ ਕਿ ਇਨ੍ਹਾਂ ਘਟਨਾਵਾਂ ਦੇ ਕਾਰਨ ਕੁਲੀਸ਼ਨ ਸਰਕਾਰ ਟੁੱਟ ਸਕਦੀ ਹੈ ਪਰ ਅੰਦਰ ਖਾਤੇ ਮਤਭੇਦ ਵਧਦੇ ਜਾ ਰਹੇ ਹਨ।: [226, 1020, 414, 1233]
newspaper-icon: [470, 1238, 518, 1303]
column-rule-left: [421, 70, 422, 1340]
story-panthak-col1: ਜਲੰਧਰ — ਪੰਜ ਮੈਂਬਰੀ ਪੰਥਕ ਕਮੇਟੀ ਨੇ ਸੰਯੁਕਤ ਰਾਸ਼ਟਰ ਦੀਆਂ ਮਨੁੱਖੀ ਅਧਿਕਾਰ ਰਖਿਅਕ ਕਮੇਟੀਆਂ ਨੂੰ ਅਪੀਲ ਕੀਤੀ ਹੈ ਕਿ ਉਹ ਪੰਜਾਬ ਵਿਚ ਆਪਣੀਆਂ ਟੀਮਾਂ ਭੇਜਣ। ਬੁਲਾਰੇ ਨੇ ਕਿਹਾ ਕਿ ਜੇਲ੍ਹਾਂ ਵਿਚ ਬਹੁਤ ਸਾਰੇ ਨੌਜਵਾਨਾਂ ਉਤੇ ਅਣਮਨੁੱਖੀ ਤਸ਼ੱਦਦ ਹੋ ਰਿਹਾ ਹੈ ਅਤੇ ਬਾਅਦ ਵਿਚ ਉਨ੍ਹਾਂ ਨੂੰ ਗੋਲੀਆਂ ਮਾਰ ਕੇ ਮਾਰ ਦਿੱਤਾ ਜਾਂਦਾ ਹੈ। ਇਕ ਪ੍ਰੈਸ ਨੋਟ ਰਾਹੀਂ ਪੰਥਕ ਕਮੇਟੀ ਦੇ ਬੁਲਾਰੇ ਨੇ ਉਕਤ ਕਮੇਟੀਆਂ ਨੂੰ ਕਿਹਾ ਹੈ ਕਿ ਅਸੀਂ ਠੋਸ ਸਬੂਤ ਦਿਆਂਗੇ ਕਿ ਹਜ਼ਾਰਾਂ ਨੌਜਵਾਨਾਂ ਨੂੰ: [575, 450, 767, 585]
